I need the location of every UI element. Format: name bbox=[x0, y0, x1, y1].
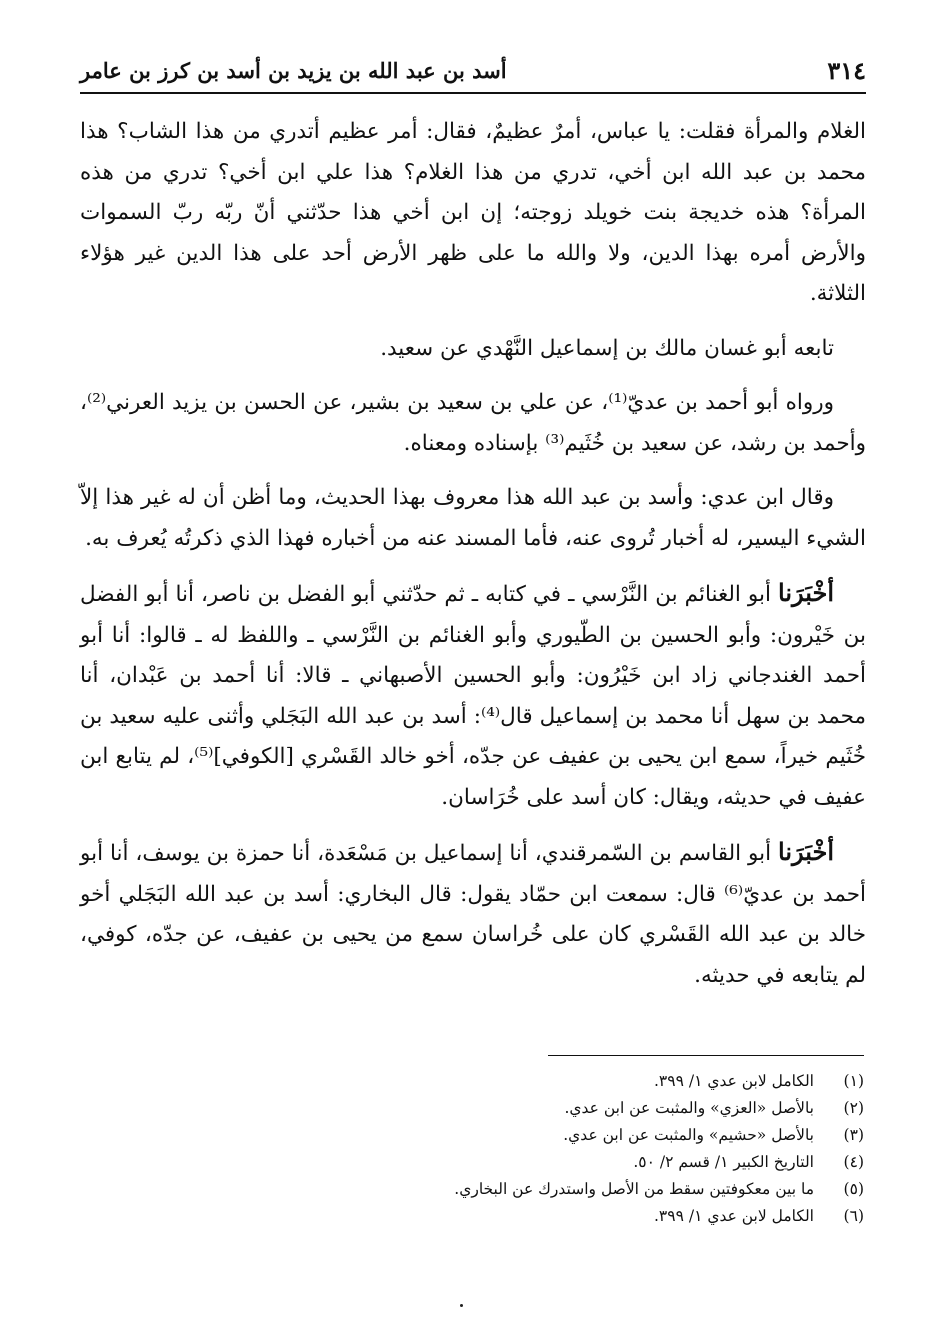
footnote-number: (١) bbox=[843, 1072, 864, 1090]
footnote-text: الكامل لابن عدي ١/ ٣٩٩. bbox=[653, 1072, 814, 1090]
footnote bbox=[80, 1122, 864, 1149]
footnote-text: بالأصل «حشيم» والمثبت عن ابن عدي. bbox=[563, 1126, 814, 1144]
footnote bbox=[80, 1176, 864, 1203]
paragraph-lead: أخْبَرَنا bbox=[778, 578, 834, 607]
page-header bbox=[80, 52, 866, 94]
paragraph bbox=[80, 832, 866, 996]
paragraph bbox=[80, 383, 866, 464]
running-title: أسد بن عبد الله بن يزيد بن أسد بن كرز بن عامر bbox=[80, 58, 507, 83]
footnote-number: (٢) bbox=[843, 1099, 864, 1117]
paragraph bbox=[80, 112, 866, 315]
footnote-number: (٣) bbox=[843, 1126, 864, 1144]
footnote-number: (٤) bbox=[843, 1153, 864, 1171]
footnote-divider bbox=[548, 1055, 864, 1056]
main-text bbox=[80, 112, 866, 1010]
footnote bbox=[80, 1149, 864, 1176]
paragraph bbox=[80, 573, 866, 818]
paragraph-text: الغلام والمرأة فقلت: يا عباس، أمرٌ عظيمٌ، فقال: أمر عظيم أتدري من هذا الشاب؟ هذا محمد بن عبد الله ابن أخي، تدري من هذا الغلام؟ هذا علي ابن أخي؟ تدري من هذه المرأة؟ هذه خديجة بنت خويلد زوجته؛ إن ابن أخي هذا حدّثني أنّ ربّه ربّ السموات والأرض أمره بهذا الدين، ولا والله ما على ظهر الأرض أحد على هذا الدين غير هؤلاء الثلاثة. bbox=[80, 119, 866, 306]
scan-speck bbox=[460, 1304, 463, 1307]
footnote-number: (٥) bbox=[843, 1180, 864, 1198]
footnote-text: التاريخ الكبير ١/ قسم ٢/ ٥٠. bbox=[633, 1153, 814, 1171]
footnote-text: الكامل لابن عدي ١/ ٣٩٩. bbox=[653, 1207, 814, 1225]
paragraph-text: أبو الغنائم بن النَّرْسي ـ في كتابه ـ ثم حدّثني أبو الفضل بن ناصر، أنا أبو الفضل بن خَيْرون: وأبو الحسين بن الطّيوري وأبو الغنائم بن النَّرْسي ـ واللفظ له ـ قالوا: أنا أبو أحمد الغندجاني زاد ابن خَيْرُون: وأبو الحسين الأصبهاني ـ قالا: أنا أحمد بن عَبْدان، أنا محمد بن سهل أنا محمد بن إسماعيل قال⁽⁴⁾: أسد بن عبد الله البَجَلي وأثنى عليه سعيد بن خُثَيم خيراً، سمع ابن يحيى بن عفيف عن جدّه، أخو خالد القَسْري [الكوفي]⁽⁵⁾، لم يتابع ابن عفيف في حديثه، ويقال: كان أسد على خُرَاسان. bbox=[80, 582, 866, 810]
paragraph-lead: أخْبَرَنا bbox=[778, 837, 834, 866]
paragraph bbox=[80, 329, 866, 370]
paragraph-text: تابعه أبو غسان مالك بن إسماعيل النَّهْدي عن سعيد. bbox=[380, 335, 834, 361]
footnote-text: ما بين معكوفتين سقط من الأصل واستدرك عن البخاري. bbox=[454, 1180, 814, 1198]
paragraph-text: وقال ابن عدي: وأسد بن عبد الله هذا معروف بهذا الحديث، وما أظن أن له غير هذا إلاّ الشيء اليسير، له أخبار تُروى عنه، فأما المسند عنه من أخباره فهذا الذي ذكرتُه يُعرف به. bbox=[80, 485, 866, 551]
paragraph-text: أبو القاسم بن السّمرقندي، أنا إسماعيل بن مَسْعَدة، أنا حمزة بن يوسف، أنا أبو أحمد بن عديّ⁽⁶⁾ قال: سمعت ابن حمّاد يقول: قال البخاري: أسد بن عبد الله البَجَلي أخو خالد بن عبد الله القَسْري كان على خُراسان سمع من يحيى بن عفيف، عن جدّه، كوفي، لم يتابعه في حديثه. bbox=[80, 841, 866, 988]
page-number: ٣١٤ bbox=[827, 56, 866, 85]
footnote-number: (٦) bbox=[843, 1207, 864, 1225]
footnote bbox=[80, 1068, 864, 1095]
footnote bbox=[80, 1203, 864, 1230]
paragraph bbox=[80, 478, 866, 559]
footnotes bbox=[80, 1068, 864, 1230]
paragraph-text: ورواه أبو أحمد بن عديّ⁽¹⁾، عن علي بن سعيد بن بشير، عن الحسن بن يزيد العرني⁽²⁾، وأحمد بن رشد، عن سعيد بن خُثَيم⁽³⁾ بإسناده ومعناه. bbox=[80, 390, 866, 456]
footnote-text: بالأصل «العزي» والمثبت عن ابن عدي. bbox=[564, 1099, 814, 1117]
footnote bbox=[80, 1095, 864, 1122]
